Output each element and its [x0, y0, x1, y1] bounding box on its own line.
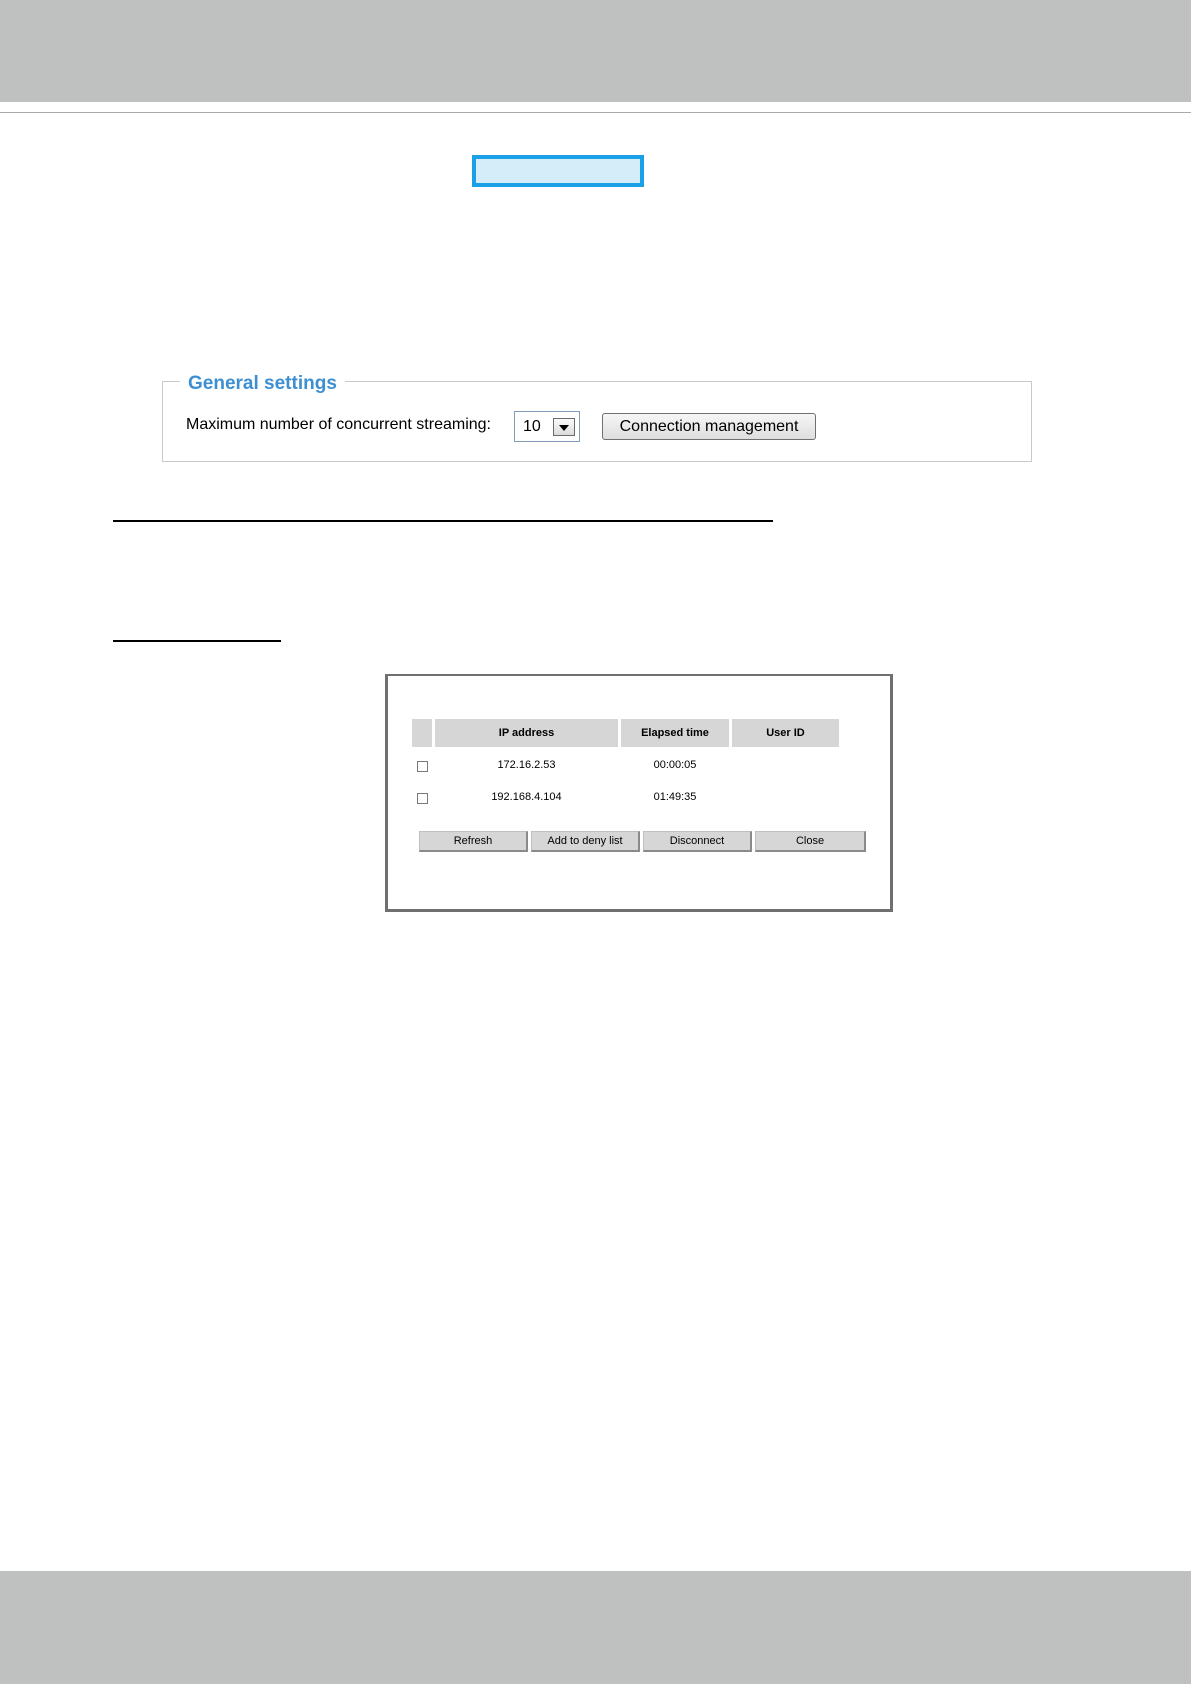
connection-management-panel: [385, 674, 893, 912]
general-settings-legend: General settings: [180, 372, 345, 396]
ip-address-cell: 172.16.2.53: [497, 759, 556, 771]
chevron-down-icon[interactable]: [553, 418, 575, 436]
elapsed-time-cell: 01:49:35: [653, 791, 697, 803]
elapsed-time-cell: 00:00:05: [653, 759, 697, 771]
column-header-elapsed: Elapsed time: [621, 719, 729, 747]
footer-band: [0, 1571, 1191, 1684]
close-button[interactable]: Close: [755, 831, 866, 852]
disconnect-button[interactable]: Disconnect: [643, 831, 752, 852]
header-band: [0, 0, 1191, 102]
max-streaming-select[interactable]: [514, 411, 580, 442]
column-header-user: User ID: [732, 719, 839, 747]
max-streaming-label: Maximum number of concurrent streaming:: [186, 416, 491, 433]
highlight-marker: [472, 155, 644, 187]
underline-rule: [113, 520, 773, 522]
ip-address-cell: 192.168.4.104: [491, 791, 562, 803]
add-to-deny-list-button[interactable]: Add to deny list: [531, 831, 640, 852]
column-header-ip: IP address: [435, 719, 618, 747]
max-streaming-value: 10: [523, 418, 541, 435]
header-divider: [0, 112, 1191, 113]
connection-management-button[interactable]: Connection management: [602, 413, 816, 440]
underline-rule-short: [113, 640, 281, 642]
refresh-button[interactable]: Refresh: [419, 831, 528, 852]
row-checkbox[interactable]: [417, 793, 428, 804]
row-checkbox[interactable]: [417, 761, 428, 772]
column-header-select: [412, 719, 432, 747]
